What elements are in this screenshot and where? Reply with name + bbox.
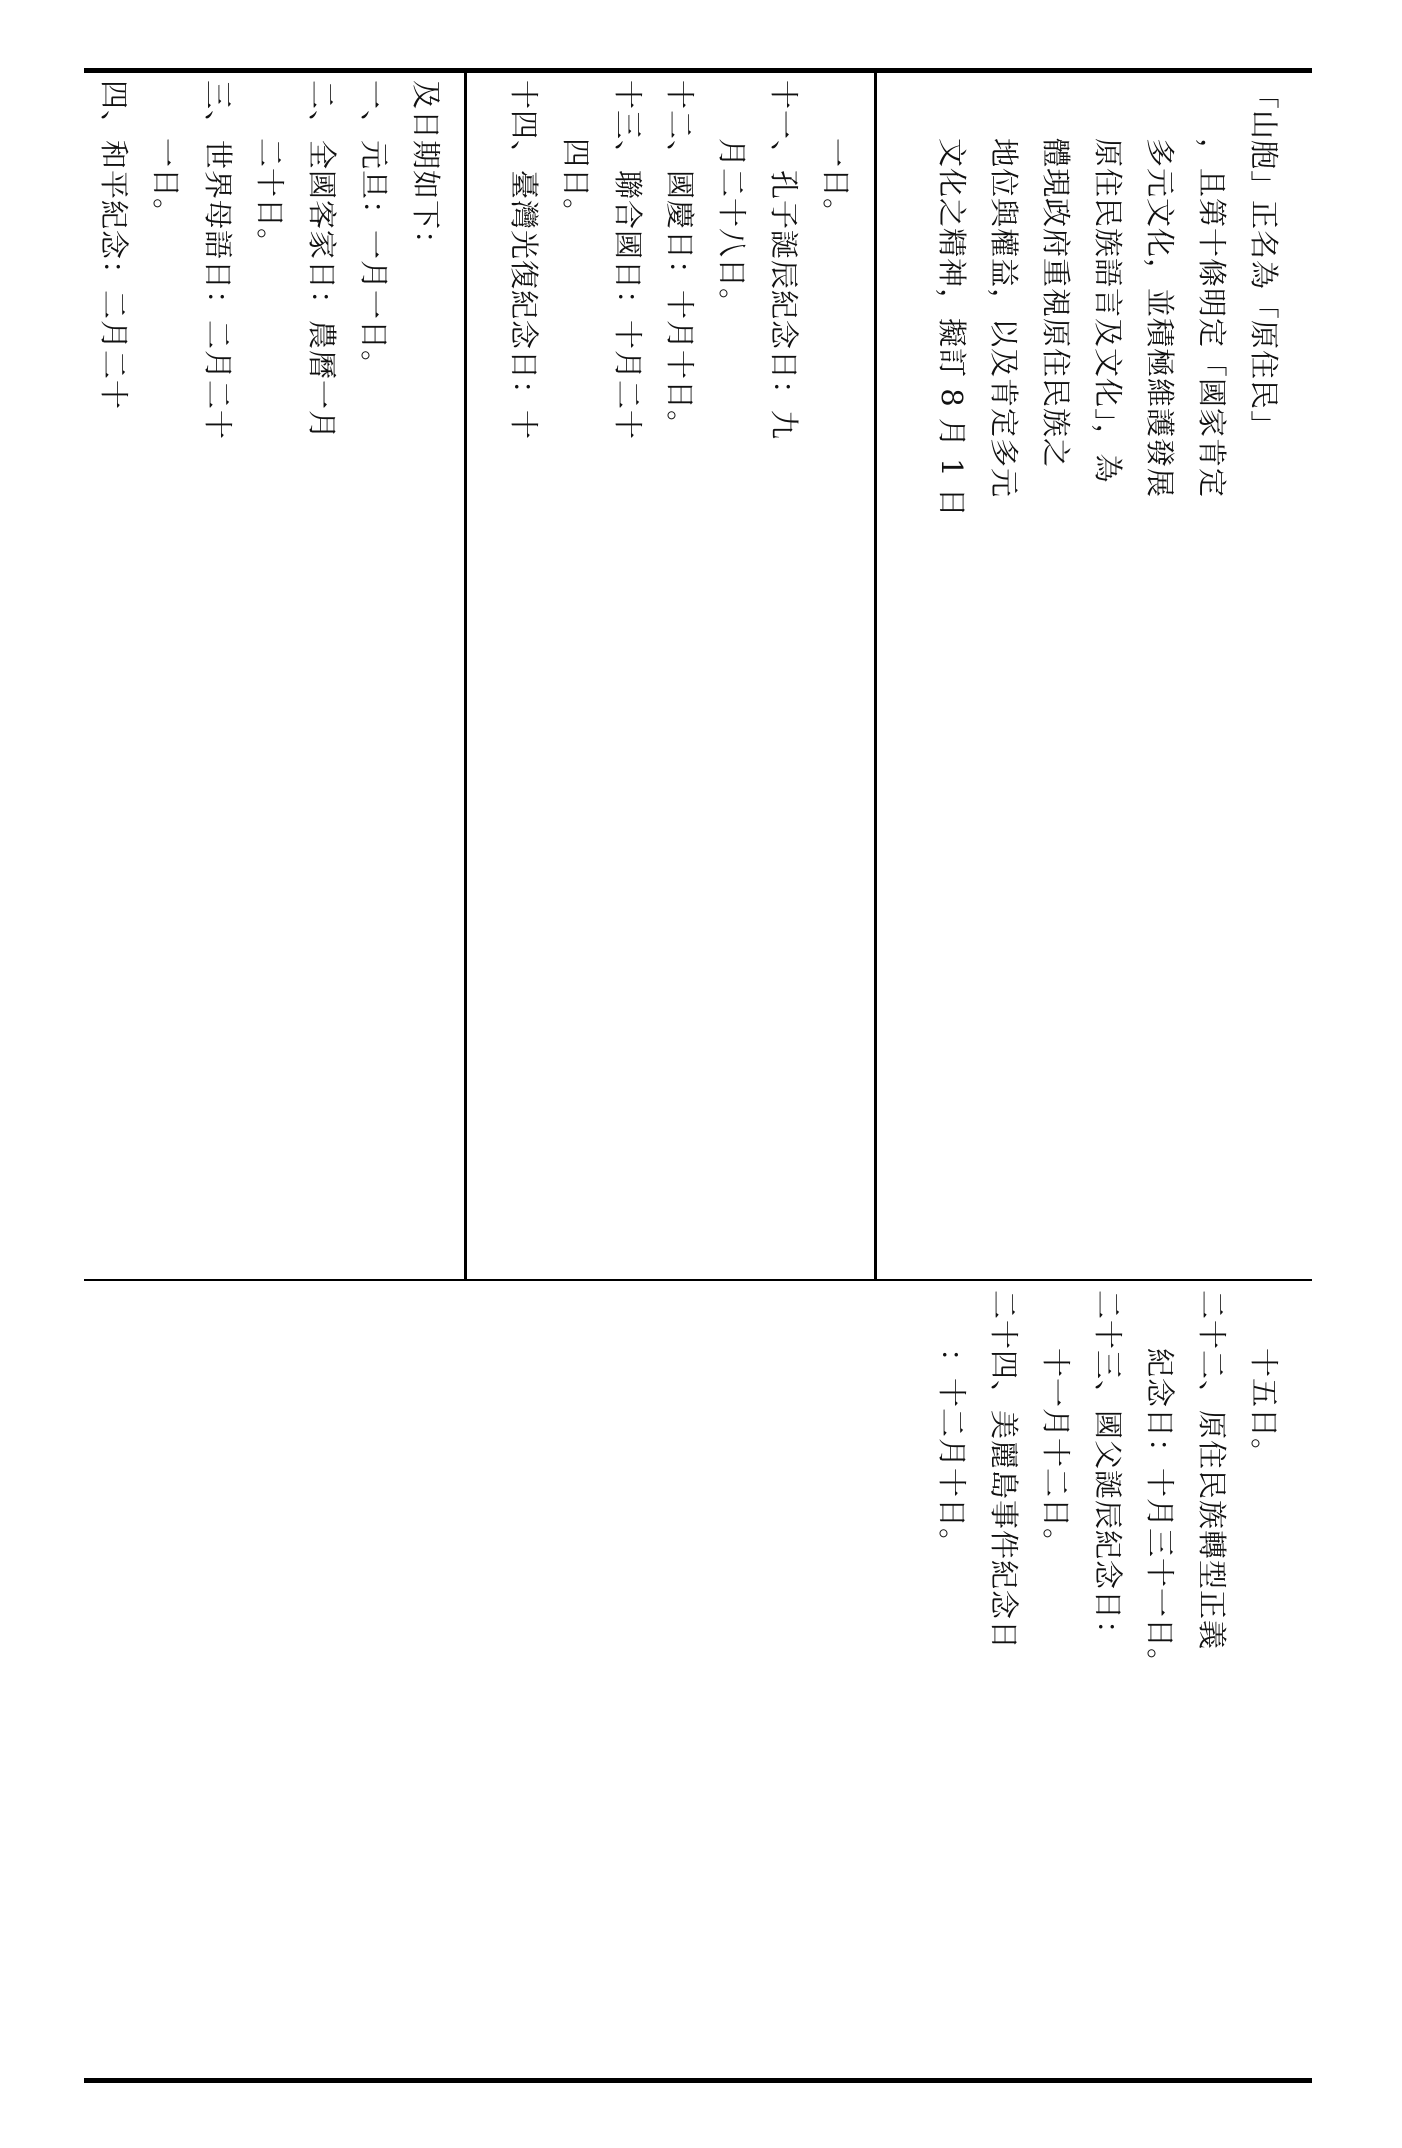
row2-col2: [492, 1290, 862, 2070]
text-block: [920, 80, 1290, 1270]
text-line: ，且第十條明定「國家肯定: [1195, 138, 1229, 499]
text-line: 四日。: [559, 138, 593, 229]
text-line: 體現政府重視原住民族之: [1039, 138, 1073, 469]
text-line: 及日期如下：: [409, 80, 443, 261]
text-block: [82, 80, 452, 1270]
text-line: 十三、聯合國日：十月二十: [611, 80, 645, 441]
text-line: 四、和平紀念：二月二十: [97, 80, 131, 411]
top-rule: [84, 68, 1312, 73]
row2-col1: [920, 1290, 1290, 2070]
row2-col3: [82, 1290, 452, 2070]
text-line: 十一、孔子誕辰紀念日：九: [767, 80, 801, 441]
text-line: 二、全國客家日：農曆一月: [305, 80, 339, 441]
text-line: 一、元旦：一月一日。: [357, 80, 391, 381]
text-line: 二十二、原住民族轉型正義: [1195, 1290, 1229, 1651]
text-line: 紀念日：十月三十一日。: [1143, 1348, 1177, 1679]
text-block: [920, 1290, 1290, 2070]
text-line: 文化之精神，擬訂 8 月 1 日: [935, 138, 969, 518]
text-line: 一日。: [149, 138, 183, 229]
text-line: 多元文化，並積極維護發展: [1143, 138, 1177, 499]
text-line: 十二、國慶日：十月十日。: [663, 80, 697, 441]
text-line: ：十二月十日。: [935, 1348, 969, 1559]
text-line: 十五日。: [1247, 1348, 1281, 1469]
row1-col2: [492, 80, 862, 1270]
column-divider: [874, 72, 877, 1280]
text-line: [920, 80, 926, 1270]
bottom-rule: [84, 2078, 1312, 2083]
text-line: 原住民族語言及文化」，為: [1091, 138, 1125, 484]
text-line: 十一月十二日。: [1039, 1348, 1073, 1559]
text-line: 二十四、美麗島事件紀念日: [987, 1290, 1021, 1651]
text-line: 地位與權益，以及肯定多元: [987, 138, 1021, 499]
row1-col1: [920, 80, 1290, 1270]
row-divider: [84, 1279, 1312, 1281]
text-line: 十四、臺灣光復紀念日：十: [507, 80, 541, 441]
row1-col3: [82, 80, 452, 1270]
text-line: [920, 1290, 926, 2070]
text-block: [492, 80, 862, 1270]
text-line: 月二十八日。: [715, 138, 749, 319]
text-line: [492, 80, 498, 1270]
text-line: 二十日。: [253, 138, 287, 259]
text-line: 三、世界母語日：二月二十: [201, 80, 235, 441]
text-line: 一日。: [819, 138, 853, 229]
text-line: 「山胞」正名為「原住民」: [1247, 80, 1281, 441]
text-line: 二十三、國父誕辰紀念日：: [1091, 1290, 1125, 1651]
column-divider: [464, 72, 467, 1280]
